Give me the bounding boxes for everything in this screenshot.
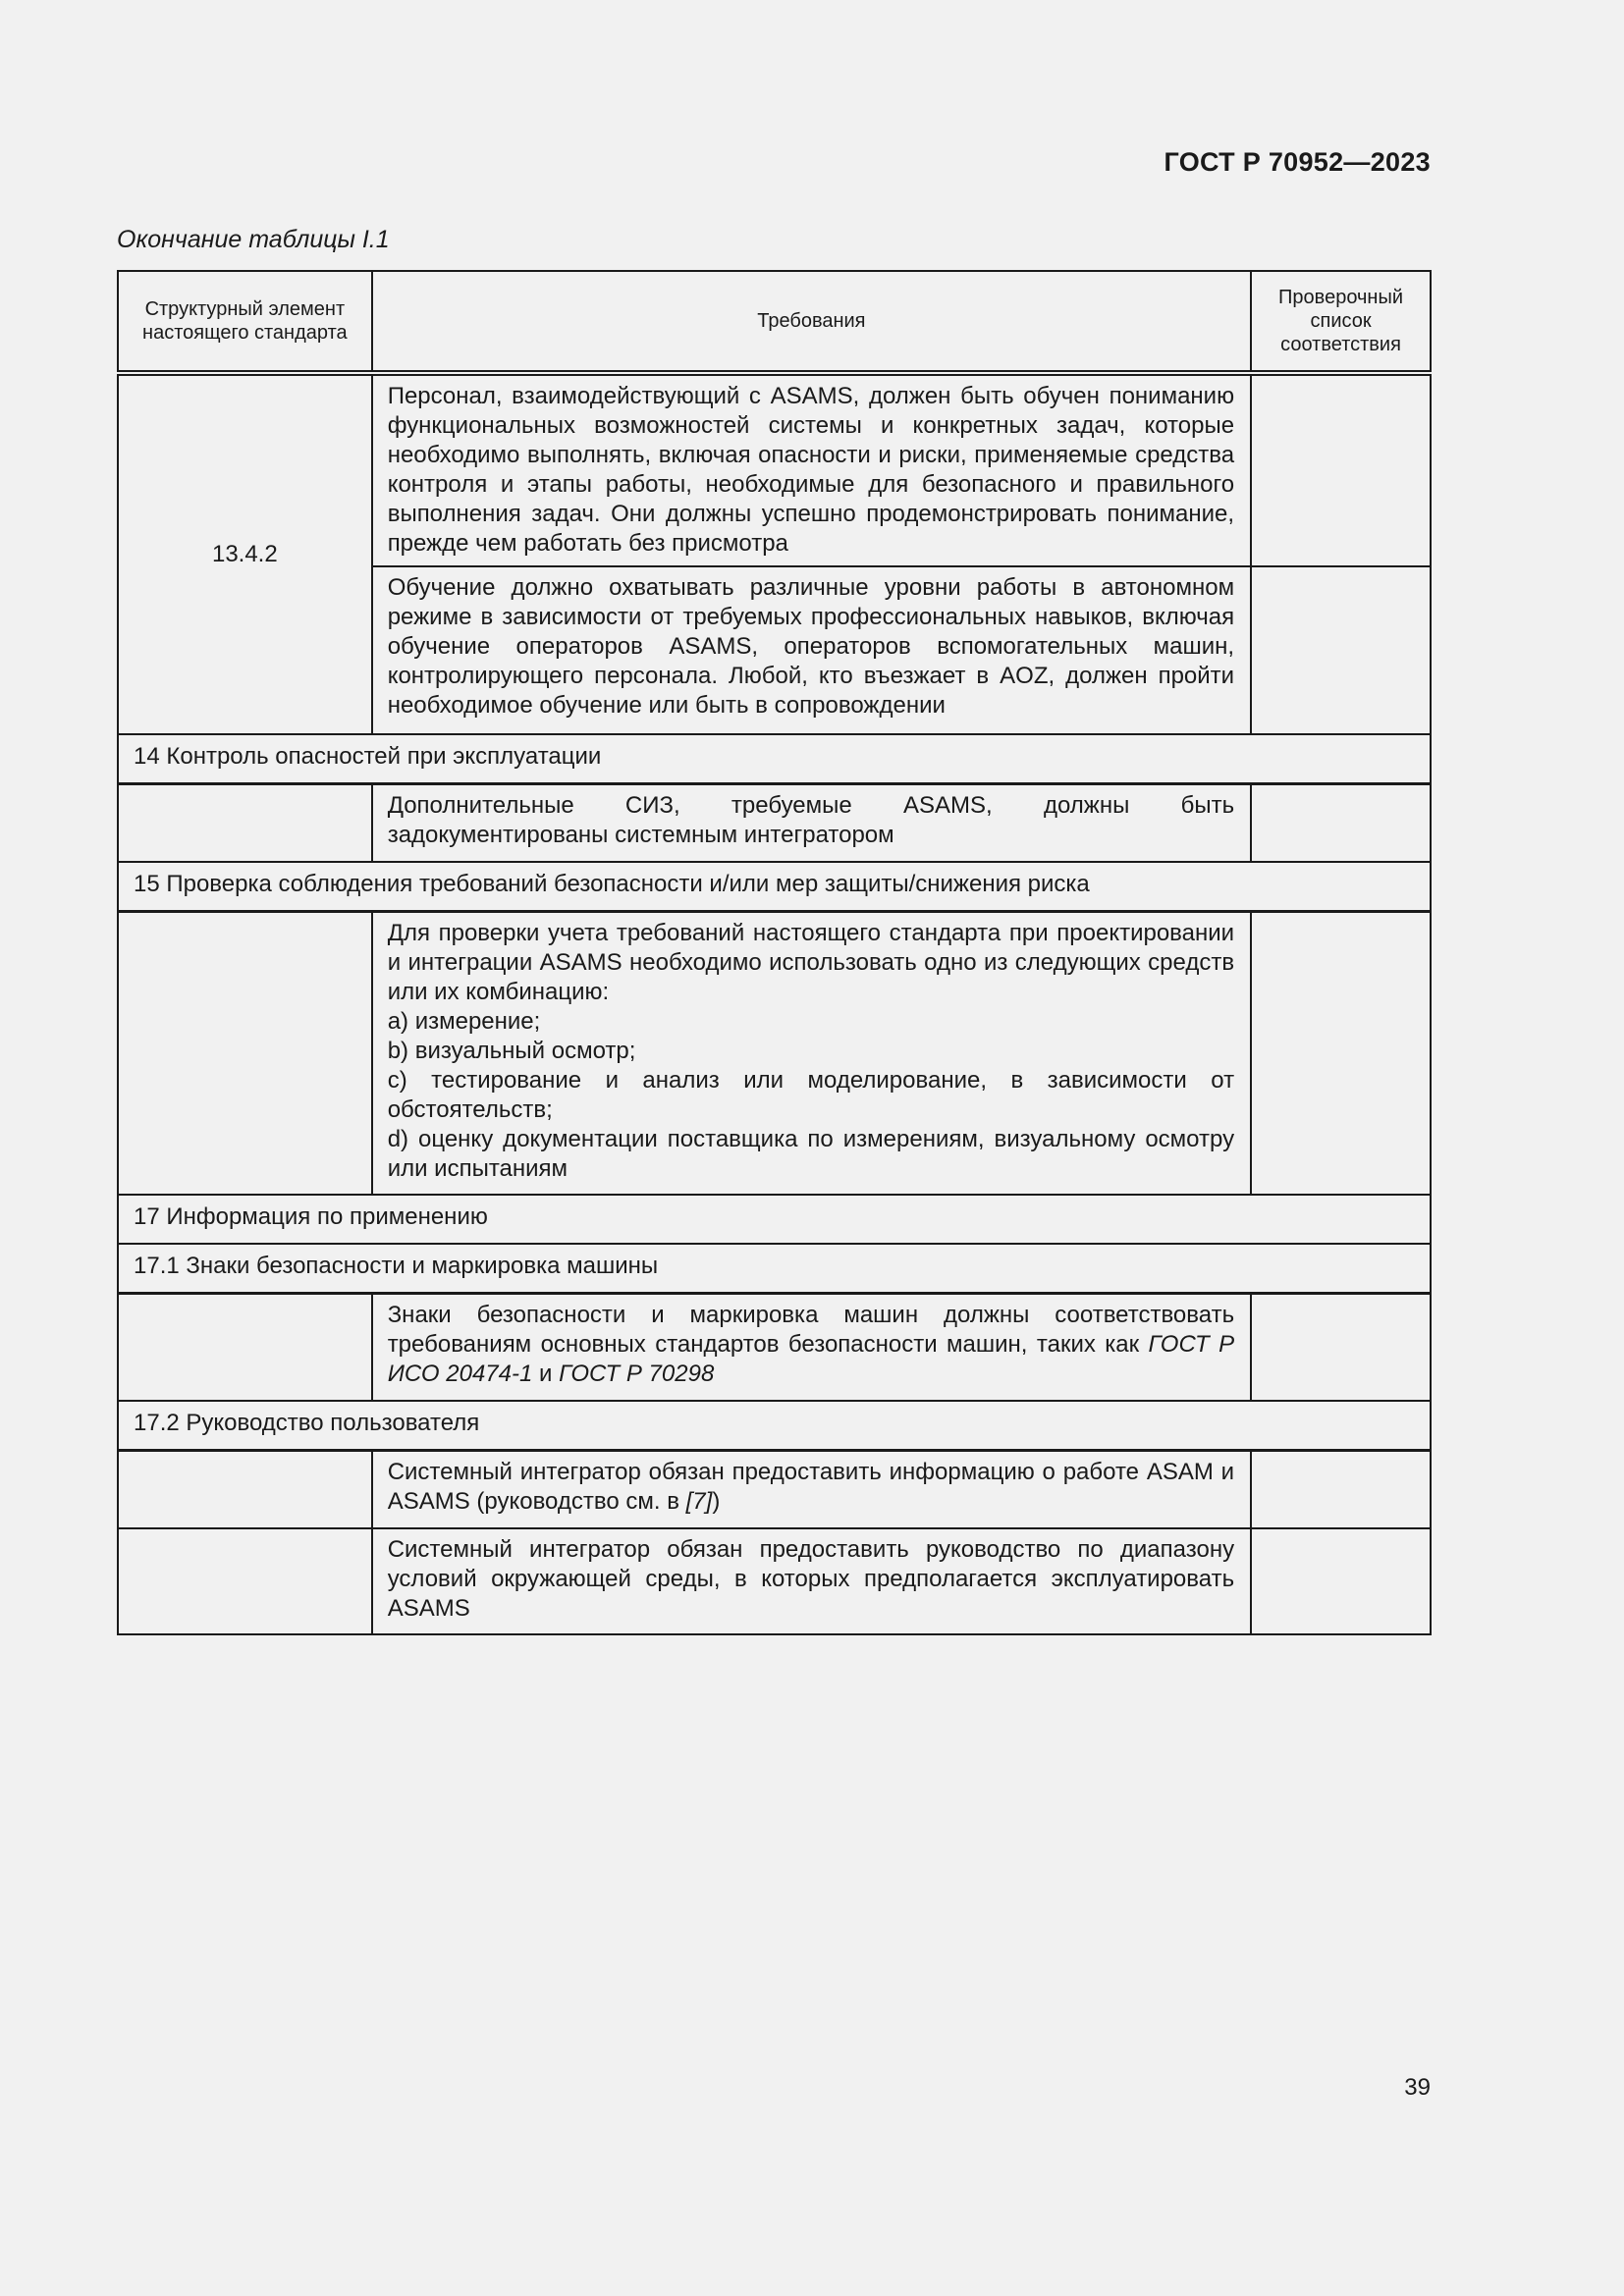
requirement-text: Дополнительные СИЗ, требуемые ASAMS, должны быть задокументированы системным интегратором <box>387 791 1235 848</box>
table-row <box>118 1450 1431 1528</box>
requirement-cell <box>372 1450 1251 1528</box>
column-header-requirements: Требования <box>372 271 1251 373</box>
element-cell <box>118 1293 372 1401</box>
section-heading: 17 Информация по применению <box>118 1195 1431 1244</box>
checklist-cell <box>1251 911 1431 1195</box>
requirement-cell <box>372 783 1251 862</box>
list-item: b) визуальный осмотр; <box>387 1037 636 1064</box>
element-cell: 13.4.2 <box>118 373 372 734</box>
standard-reference: ГОСТ Р 70298 <box>559 1360 715 1387</box>
element-cell <box>118 911 372 1195</box>
list-item: a) измерение; <box>387 1007 541 1035</box>
requirement-cell <box>372 1528 1251 1634</box>
requirement-cell <box>372 566 1251 734</box>
column-header-checklist: Проверочный список соответствия <box>1251 271 1431 373</box>
section-row <box>118 1195 1431 1244</box>
list-item: c) тестирование и анализ или моделирование, в зависимости от обстоятельств; <box>387 1066 1235 1123</box>
bibliography-reference: [7] <box>685 1487 713 1515</box>
page-number: 39 <box>1404 2074 1431 2101</box>
section-heading: 17.1 Знаки безопасности и маркировка машины <box>118 1244 1431 1293</box>
section-row <box>118 734 1431 783</box>
requirement-cell <box>372 911 1251 1195</box>
standard-reference: ГОСТ Р ИСО 20474-1 <box>387 1330 1235 1387</box>
conjunction: и <box>539 1360 553 1387</box>
table-row <box>118 783 1431 862</box>
table-caption: Окончание таблицы I.1 <box>117 226 390 253</box>
checklist-cell <box>1251 1450 1431 1528</box>
table-row <box>118 1293 1431 1401</box>
requirement-body: Системный интегратор обязан предоставить информацию о работе ASAM и ASAMS (руководство см. в <box>387 1458 1235 1515</box>
section-heading: 14 Контроль опасностей при эксплуатации <box>118 734 1431 783</box>
requirement-text: Обучение должно охватывать различные уровни работы в автономном режиме в зависимости от требуемых профессиональных навыков, включая обучение операторов ASAMS, операторов вспомогательных машин, контролирующего персонала. Любой, кто въезжает в AOZ, должен пройти необходимое обучение или быть в сопровождении <box>387 574 1235 719</box>
section-row <box>118 1244 1431 1293</box>
document-id: ГОСТ Р 70952—2023 <box>1164 147 1431 177</box>
requirement-text: Системный интегратор обязан предоставить руководство по диапазону условий окружающей среды, в которых предполагается эксплуатировать ASAMS <box>387 1536 1235 1622</box>
requirement-text <box>388 1458 1234 1517</box>
checklist-cell <box>1251 566 1431 734</box>
table-row <box>118 911 1431 1195</box>
requirements-table <box>117 270 1432 1635</box>
section-heading: 15 Проверка соблюдения требований безопасности и/или мер защиты/снижения риска <box>118 862 1431 911</box>
requirement-body: Знаки безопасности и маркировка машин должны соответствовать требованиям основных стандартов безопасности машин, таких как <box>387 1301 1235 1358</box>
table-row <box>118 373 1431 566</box>
section-row <box>118 862 1431 911</box>
checklist-cell <box>1251 1293 1431 1401</box>
requirement-cell <box>372 373 1251 566</box>
element-cell <box>118 783 372 862</box>
element-cell <box>118 1450 372 1528</box>
column-header-element: Структурный элемент настоящего стандарта <box>118 271 372 373</box>
closing-paren: ) <box>712 1487 721 1515</box>
requirement-text <box>388 1301 1234 1389</box>
element-cell <box>118 1528 372 1634</box>
table-header-row <box>118 271 1431 373</box>
checklist-cell <box>1251 373 1431 566</box>
table-row <box>118 1528 1431 1634</box>
section-row <box>118 1401 1431 1450</box>
checklist-cell <box>1251 783 1431 862</box>
section-heading: 17.2 Руководство пользователя <box>118 1401 1431 1450</box>
requirement-text: Для проверки учета требований настоящего стандарта при проектировании и интеграции ASAMS необходимо использовать одно из следующих средств или их комбинацию: <box>387 919 1235 1005</box>
requirement-cell <box>372 1293 1251 1401</box>
list-item: d) оценку документации поставщика по измерениям, визуальному осмотру или испытаниям <box>387 1125 1235 1182</box>
checklist-cell <box>1251 1528 1431 1634</box>
requirement-text: Персонал, взаимодействующий с ASAMS, должен быть обучен пониманию функциональных возможностей системы и конкретных задач, которые необходимо выполнять, включая опасности и риски, применяемые средства контроля и этапы работы, необходимые для безопасного и правильного выполнения задач. Они должны успешно продемонстрировать понимание, прежде чем работать без присмотра <box>387 383 1235 557</box>
